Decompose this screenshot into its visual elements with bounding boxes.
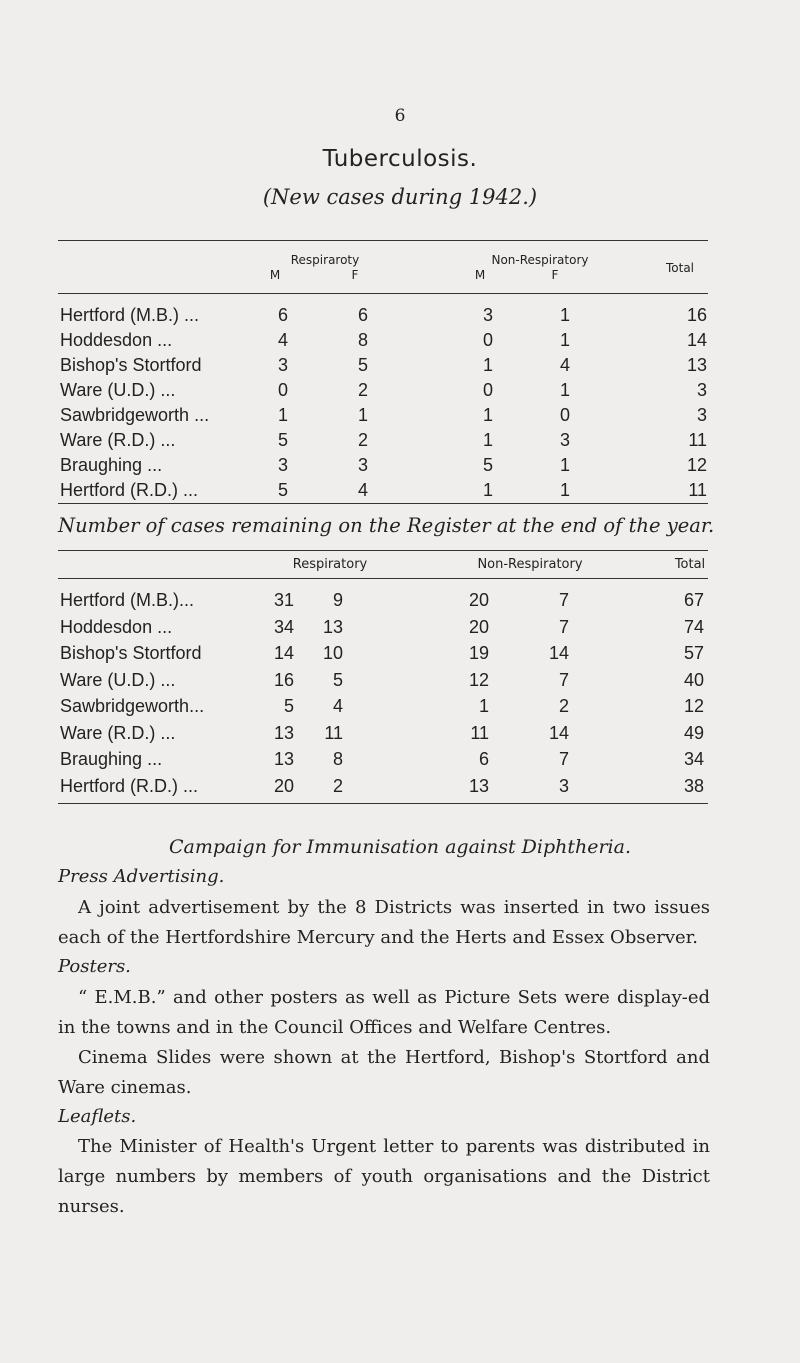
cell-total: 16 [686, 305, 707, 325]
cell-total: 67 [683, 590, 704, 610]
table1-header-m1: M [269, 268, 281, 282]
cell-n2: 7 [558, 669, 569, 690]
cell-n2: 14 [548, 643, 569, 663]
cell-nf: 1 [559, 480, 570, 500]
cell-n1: 1 [478, 696, 489, 716]
table1-header-m2: M [474, 268, 486, 282]
district-name: Braughing ... [60, 749, 163, 769]
cell-nm: 1 [482, 355, 493, 375]
table1-header-total: Total [665, 261, 695, 275]
table-row [0, 305, 800, 333]
cell-total: 40 [683, 669, 704, 690]
cell-r2: 10 [322, 643, 343, 663]
cell-r2: 5 [332, 669, 343, 690]
table-row [0, 696, 800, 724]
table-row [0, 749, 800, 777]
cell-n2: 7 [558, 590, 569, 610]
district-name: Ware (U.D.) ... [60, 380, 176, 400]
table-row [0, 590, 800, 618]
cell-total: 12 [683, 696, 704, 716]
campaign-heading: Campaign for Immunisation against Diphtheria. [169, 836, 631, 858]
cell-r1: 16 [273, 669, 294, 690]
table1-header-respiratory: Respiraroty [290, 253, 360, 267]
cell-r1: 20 [273, 775, 294, 796]
cell-nf: 4 [559, 355, 570, 375]
cell-rm: 1 [277, 405, 288, 425]
table-row [0, 643, 800, 671]
cell-rf: 6 [357, 305, 368, 325]
cinema-paragraph: Cinema Slides were shown at the Hertford, Bishop's Stortford and Ware cinemas. [58, 1047, 710, 1098]
cell-n2: 7 [558, 616, 569, 637]
cell-total: 11 [688, 430, 707, 450]
cell-n1: 19 [468, 643, 489, 663]
cell-rf: 5 [357, 355, 368, 375]
cell-r1: 14 [273, 643, 294, 663]
table2-header-non-respiratory: Non-Respiratory [477, 557, 583, 572]
cell-n2: 2 [558, 696, 569, 716]
district-name: Bishop's Stortford [60, 643, 202, 663]
page-number: 6 [394, 106, 406, 126]
cell-total: 3 [696, 405, 707, 425]
cell-rm: 4 [277, 330, 288, 350]
cell-rf: 2 [357, 430, 368, 450]
district-name: Ware (U.D.) ... [60, 669, 176, 690]
cell-rm: 5 [277, 480, 288, 500]
cell-nm: 1 [482, 430, 493, 450]
district-name: Hertford (M.B.) ... [60, 305, 200, 325]
cell-nf: 1 [559, 455, 570, 475]
district-name: Bishop's Stortford [60, 355, 202, 375]
table1-header-non-respiratory: Non-Respiratory [491, 253, 589, 267]
cell-r2: 8 [332, 749, 343, 769]
posters-heading: Posters. [58, 956, 131, 977]
cell-total: 34 [683, 749, 704, 769]
cell-r1: 31 [273, 590, 294, 610]
cell-total: 11 [688, 480, 707, 500]
cell-nf: 0 [559, 405, 570, 425]
cell-r2: 11 [324, 722, 343, 743]
cell-nf: 1 [559, 380, 570, 400]
table-row [0, 405, 800, 433]
table-row [0, 455, 800, 483]
table-row [0, 670, 800, 698]
table2-header-respiratory: Respiratory [292, 557, 368, 572]
district-name: Ware (R.D.) ... [60, 430, 176, 450]
cell-nm: 0 [482, 330, 493, 350]
cell-n1: 12 [468, 669, 489, 690]
cell-n2: 7 [558, 749, 569, 769]
cell-total: 38 [683, 775, 704, 796]
district-name: Hoddesdon ... [60, 616, 173, 637]
cell-r1: 34 [273, 616, 294, 637]
cell-n1: 20 [468, 590, 489, 610]
cell-rf: 4 [357, 480, 368, 500]
cell-nm: 1 [482, 480, 493, 500]
table-row [0, 330, 800, 358]
cell-rf: 2 [357, 380, 368, 400]
press-paragraph: A joint advertisement by the 8 Districts was inserted in two issues each of the Hertfordshire Mercury and the Herts and Essex Observer. [58, 897, 710, 948]
cell-n1: 6 [478, 749, 489, 769]
cell-rm: 6 [277, 305, 288, 325]
table2-top-rule [58, 550, 708, 551]
cell-r1: 13 [273, 722, 294, 743]
leaflets-heading: Leaflets. [58, 1106, 137, 1127]
cell-nm: 3 [482, 305, 493, 325]
district-name: Hertford (R.D.) ... [60, 775, 199, 796]
cell-r1: 5 [283, 696, 294, 716]
table1-bottom-rule [58, 503, 708, 504]
page-subtitle: (New cases during 1942.) [262, 185, 538, 209]
cell-total: 13 [686, 355, 707, 375]
cell-r1: 13 [273, 749, 294, 769]
cell-r2: 9 [332, 590, 343, 610]
cell-nf: 1 [559, 330, 570, 350]
table1-header-f2: F [551, 268, 559, 282]
posters-paragraph: “ E.M.B.” and other posters as well as Picture Sets were display-ed in the towns and in the Council Offices and Welfare Centres. [58, 987, 710, 1038]
table-row [0, 776, 800, 804]
cell-r2: 13 [322, 616, 343, 637]
cell-rm: 3 [277, 455, 288, 475]
table2-bottom-rule [58, 803, 708, 804]
cell-rm: 3 [277, 355, 288, 375]
cell-total: 57 [683, 643, 704, 663]
district-name: Braughing ... [60, 455, 163, 475]
cell-n1: 20 [468, 616, 489, 637]
cell-r2: 4 [332, 696, 343, 716]
district-name: Sawbridgeworth ... [60, 405, 210, 425]
cell-total: 74 [683, 616, 704, 637]
page-title: Tuberculosis. [322, 146, 478, 172]
cell-nm: 0 [482, 380, 493, 400]
table1-header-rule [58, 293, 708, 294]
cell-n2: 3 [558, 775, 569, 796]
cell-rf: 8 [357, 330, 368, 350]
cell-nm: 5 [482, 455, 493, 475]
district-name: Hertford (M.B.)... [60, 590, 195, 610]
cell-rm: 5 [277, 430, 288, 450]
cell-rf: 3 [357, 455, 368, 475]
cell-total: 3 [696, 380, 707, 400]
cell-total: 49 [683, 722, 704, 743]
cell-nm: 1 [482, 405, 493, 425]
district-name: Hoddesdon ... [60, 330, 173, 350]
cell-n1: 13 [468, 775, 489, 796]
table-row [0, 430, 800, 458]
table-row [0, 380, 800, 408]
table-row [0, 355, 800, 383]
cell-nf: 1 [559, 305, 570, 325]
table1-top-rule [58, 240, 708, 241]
cell-n1: 11 [470, 722, 489, 743]
district-name: Sawbridgeworth... [60, 696, 205, 716]
table1-header-f1: F [351, 268, 359, 282]
district-name: Ware (R.D.) ... [60, 722, 176, 743]
table2-heading: Number of cases remaining on the Register at the end of the year. [58, 514, 715, 537]
district-name: Hertford (R.D.) ... [60, 480, 199, 500]
cell-r2: 2 [332, 775, 343, 796]
table-row [0, 723, 800, 751]
cell-rf: 1 [357, 405, 368, 425]
table2-header-total: Total [674, 557, 706, 572]
leaflets-paragraph: The Minister of Health's Urgent letter to parents was distributed in large numbers by members of youth organisations and the District nurses. [58, 1136, 710, 1217]
cell-total: 14 [686, 330, 707, 350]
press-heading: Press Advertising. [58, 866, 225, 887]
cell-rm: 0 [277, 380, 288, 400]
table-row [0, 617, 800, 645]
cell-total: 12 [686, 455, 707, 475]
table2-header-rule [58, 578, 708, 579]
cell-n2: 14 [548, 722, 569, 743]
cell-nf: 3 [559, 430, 570, 450]
